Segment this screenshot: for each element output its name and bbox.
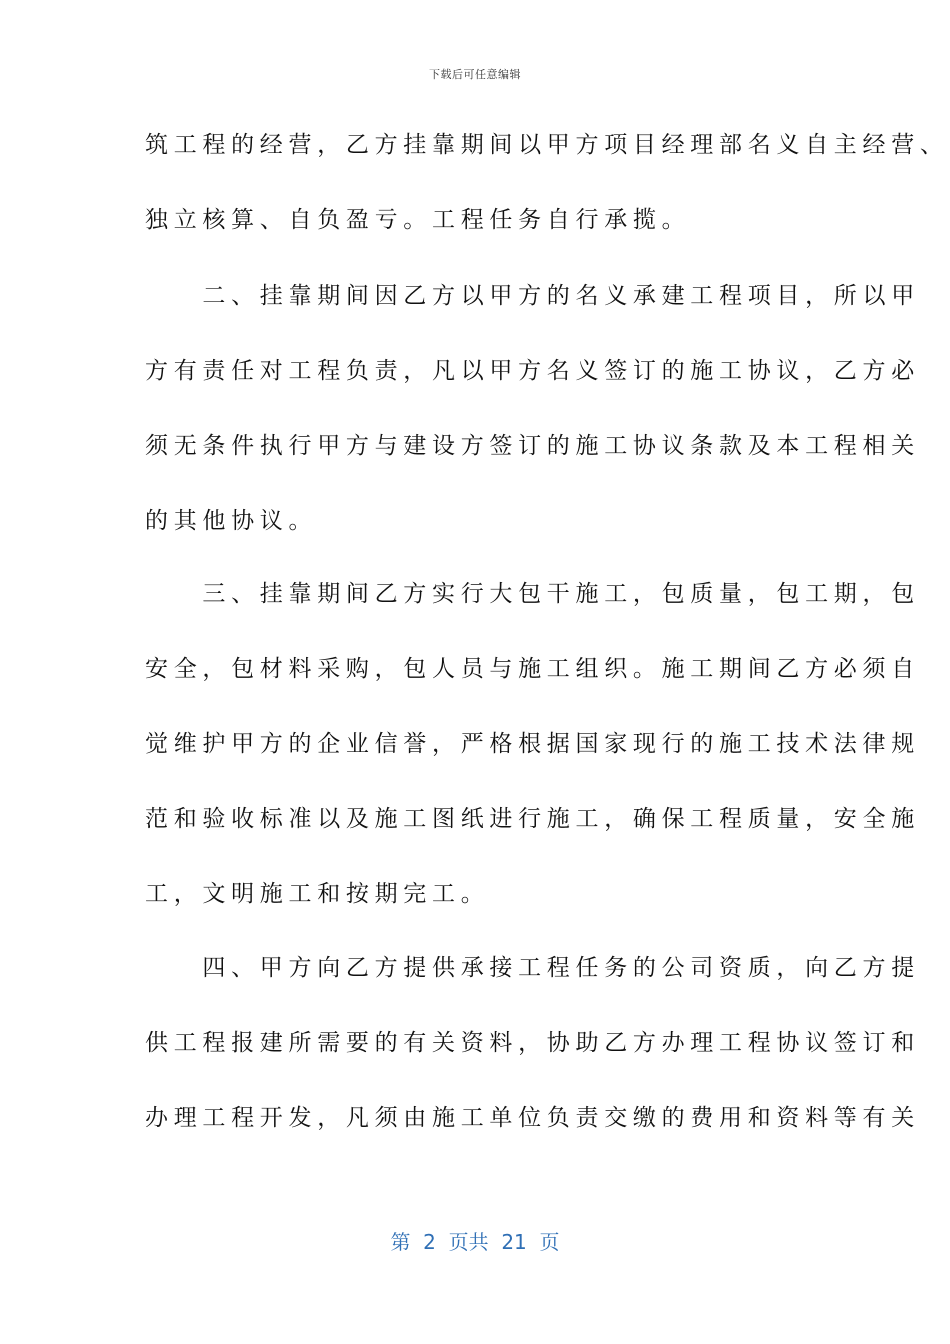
- body-line: 三、挂靠期间乙方实行大包干施工，包质量，包工期，包: [145, 581, 920, 607]
- page-header-note: 下载后可任意编辑: [429, 68, 521, 81]
- body-line: 须无条件执行甲方与建设方签订的施工协议条款及本工程相关: [145, 433, 920, 459]
- body-line: 的其他协议。: [145, 508, 318, 534]
- body-line: 工，文明施工和按期完工。: [145, 881, 490, 907]
- body-line: 筑工程的经营，乙方挂靠期间以甲方项目经理部名义自主经营、: [145, 132, 949, 158]
- page-number: 第 2 页共 21 页: [390, 1230, 560, 1254]
- body-line: 四、甲方向乙方提供承接工程任务的公司资质，向乙方提: [145, 955, 920, 981]
- body-line: 办理工程开发，凡须由施工单位负责交缴的费用和资料等有关: [145, 1105, 920, 1131]
- body-line: 二、挂靠期间因乙方以甲方的名义承建工程项目，所以甲: [145, 283, 920, 309]
- body-line: 范和验收标准以及施工图纸进行施工，确保工程质量，安全施: [145, 806, 920, 832]
- body-line: 供工程报建所需要的有关资料，协助乙方办理工程协议签订和: [145, 1030, 920, 1056]
- body-line: 独立核算、自负盈亏。工程任务自行承揽。: [145, 207, 691, 233]
- body-line: 觉维护甲方的企业信誉，严格根据国家现行的施工技术法律规: [145, 731, 920, 757]
- body-line: 安全，包材料采购，包人员与施工组织。施工期间乙方必须自: [145, 656, 920, 682]
- body-line: 方有责任对工程负责，凡以甲方名义签订的施工协议，乙方必: [145, 358, 920, 384]
